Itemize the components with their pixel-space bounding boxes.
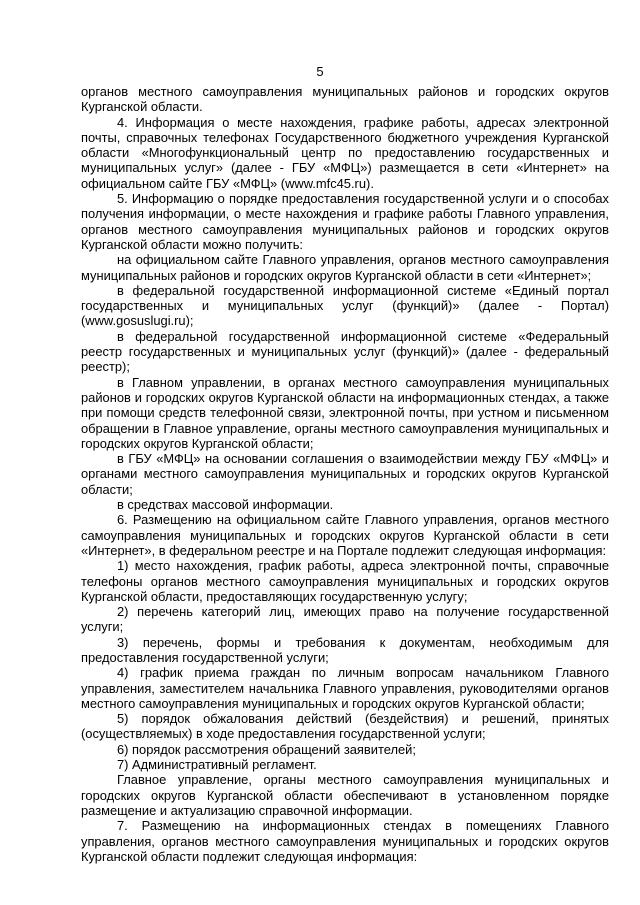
list-item-7: 7) Административный регламент. <box>117 757 317 773</box>
list-item-1: 1) место нахождения, график работы, адреса электронной почты, справочные телефоны органов местного самоуправления муниципальных и городских округов Курганской области, предоставляющих государственную услугу; <box>81 558 609 604</box>
paragraph-item-6: 6. Размещению на официальном сайте Главного управления, органов местного самоуправления муниципальных и городских округов Курганской области в сети «Интернет», в федеральном реестре и на Портале подлежит следующая информация: <box>81 512 609 558</box>
paragraph-continuation: органов местного самоуправления муниципальных районов и городских округов Курганской области. <box>81 84 609 115</box>
list-item-3: 3) перечень, формы и требования к документам, необходимым для предоставления государственной услуги; <box>81 634 609 665</box>
paragraph-item-5: 5. Информацию о порядке предоставления государственной услуги и о способах получения информации, о месте нахождения и графике работы Главного управления, органов местного самоуправления муниципальных районов и городских округов Курганской области можно получить: <box>81 191 609 252</box>
list-item-5: 5) порядок обжалования действий (бездействия) и решений, принятых (осуществляемых) в ходе предоставления государственной услуги; <box>81 711 609 742</box>
paragraph-source-registry: в федеральной государственной информационной системе «Федеральный реестр государственных и муниципальных услуг (функций)» (далее - федеральный реестр); <box>81 328 609 375</box>
paragraph-source-portal: в федеральной государственной информационной системе «Единый портал государственных и муниципальных услуг (функций)» (далее - Портал) (www.gosuslugi.ru); <box>81 282 609 329</box>
paragraph-source-website: на официальном сайте Главного управления, органов местного самоуправления муниципальных районов и городских округов Курганской области в сети «Интернет»; <box>81 252 609 283</box>
page-number: 5 <box>316 64 324 79</box>
paragraph-item-7: 7. Размещению на информационных стендах в помещениях Главного управления, органов местного самоуправления муниципальных и городских округов Курганской области подлежит следующая информация: <box>81 818 609 864</box>
paragraph-item-4: 4. Информация о месте нахождения, графике работы, адресах электронной почты, справочных телефонах Государственного бюджетного учреждения Курганской области «Многофункциональный центр по предоставлению государственных и муниципальных услуг» (далее - ГБУ «МФЦ») размещается в сети «Интернет» на официальном сайте ГБУ «МФЦ» (www.mfc45.ru). <box>81 114 609 191</box>
paragraph-source-mfc: в ГБУ «МФЦ» на основании соглашения о взаимодействии между ГБУ «МФЦ» и органами местного самоуправления муниципальных и городских округов Курганской области; <box>81 451 609 497</box>
list-item-4: 4) график приема граждан по личным вопросам начальником Главного управления, заместителем начальника Главного управления, руководителями органов местного самоуправления муниципальных и городских округов Курганской области; <box>81 665 609 711</box>
paragraph-source-media: в средствах массовой информации. <box>117 497 334 513</box>
paragraph-actualization: Главное управление, органы местного самоуправления муниципальных и городских округов Курганской области обеспечивают в установленном порядке размещение и актуализацию справочной информации. <box>81 772 609 818</box>
list-item-6: 6) порядок рассмотрения обращений заявителей; <box>117 741 416 757</box>
document-body <box>81 84 609 864</box>
paragraph-source-main-office: в Главном управлении, в органах местного самоуправления муниципальных районов и городских округов Курганской области на информационных стендах, а также при помощи средств телефонной связи, электронной почты, при устном и письменном обращении в Главное управление, органы местного самоуправления муниципальных и городских округов Курганской области; <box>81 374 609 451</box>
list-item-2: 2) перечень категорий лиц, имеющих право на получение государственной услуги; <box>81 604 609 635</box>
